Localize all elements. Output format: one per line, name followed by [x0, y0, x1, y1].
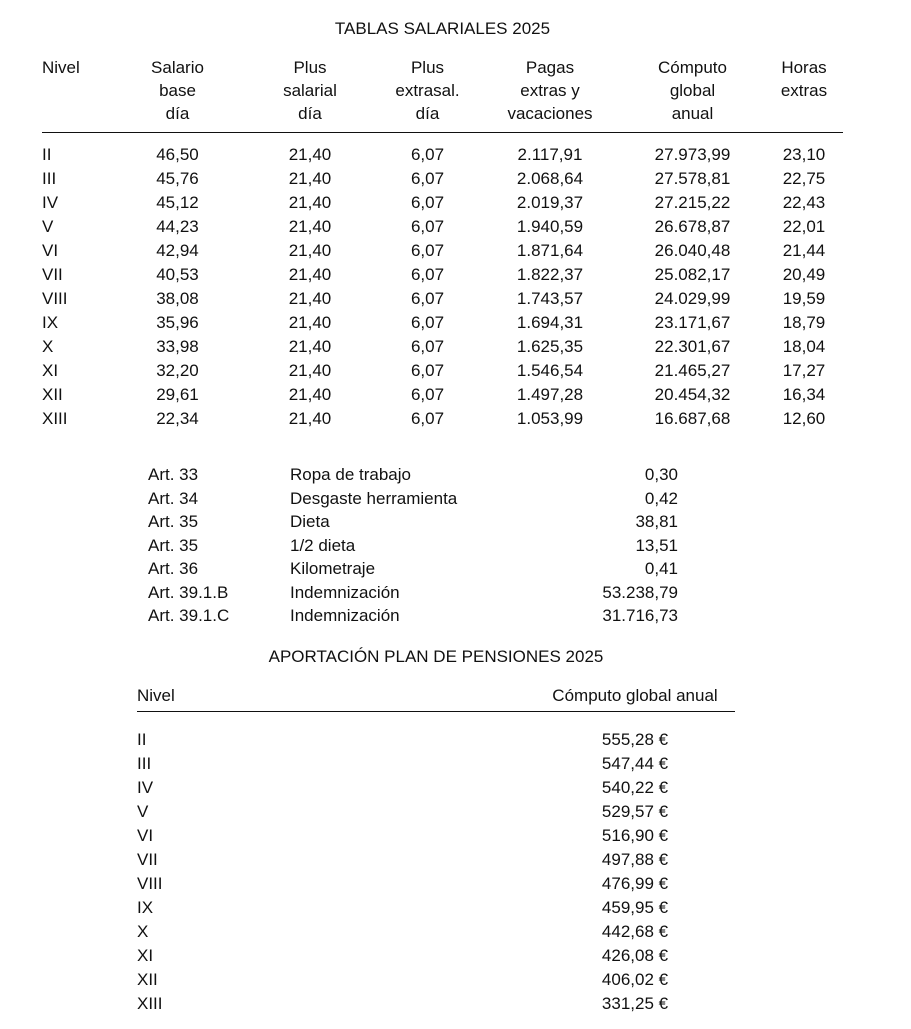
cell-plus-extrasalarial-dia: 6,07 — [410, 385, 445, 404]
allowance-article: Art. 33 — [148, 465, 199, 484]
salary-table-row — [42, 167, 843, 191]
cell-computo-global-anual: 27.578,81 — [654, 169, 731, 188]
cell-salario-base-dia: 29,61 — [156, 385, 199, 404]
salary-table-row — [42, 335, 843, 359]
salary-table-row — [42, 239, 843, 263]
cell-salario-base-dia: 35,96 — [156, 313, 199, 332]
pension-col-header-nivel: Nivel — [137, 684, 535, 712]
pension-cell-amount: 331,25 € — [601, 994, 669, 1013]
cell-nivel: X — [42, 337, 54, 356]
pension-cell-nivel: X — [137, 922, 149, 941]
allowance-concept: 1/2 dieta — [290, 535, 356, 555]
allowance-amount: 0,30 — [644, 465, 678, 484]
pension-table-row — [137, 752, 735, 776]
pension-table-row — [137, 944, 735, 968]
cell-plus-extrasalarial-dia: 6,07 — [410, 169, 445, 188]
cell-computo-global-anual: 26.040,48 — [654, 241, 731, 260]
pension-cell-nivel: VII — [137, 850, 158, 869]
cell-plus-salarial-dia: 21,40 — [288, 337, 332, 356]
cell-horas-extras: 19,59 — [782, 289, 826, 308]
pension-cell-nivel: VIII — [137, 874, 163, 893]
cell-plus-salarial-dia: 21,40 — [288, 361, 332, 380]
pension-table-row — [137, 824, 735, 848]
allowance-concept: Indemnización — [290, 582, 400, 602]
cell-pagas-extras-vacaciones: 1.053,99 — [516, 409, 584, 428]
allowance-row — [148, 604, 678, 628]
allowance-row — [148, 534, 678, 558]
cell-plus-salarial-dia: 21,40 — [288, 409, 332, 428]
cell-nivel: III — [42, 169, 57, 188]
cell-computo-global-anual: 20.454,32 — [654, 385, 731, 404]
col-header-computo-global-anual: Cómputo global anual — [620, 56, 765, 133]
cell-nivel: VIII — [42, 289, 68, 308]
cell-salario-base-dia: 38,08 — [156, 289, 199, 308]
salary-table-header — [42, 56, 843, 133]
allowance-amount: 0,41 — [644, 559, 678, 578]
pension-table-row — [137, 872, 735, 896]
cell-pagas-extras-vacaciones: 2.068,64 — [516, 169, 584, 188]
pension-cell-amount: 529,57 € — [601, 802, 669, 821]
allowances-table — [148, 463, 678, 628]
cell-plus-salarial-dia: 21,40 — [288, 241, 332, 260]
pension-cell-amount: 497,88 € — [601, 850, 669, 869]
pension-table-row — [137, 920, 735, 944]
allowance-article: Art. 39.1.B — [148, 582, 229, 602]
allowance-row — [148, 487, 678, 511]
pension-section-title: APORTACIÓN PLAN DE PENSIONES 2025 — [268, 647, 604, 666]
cell-pagas-extras-vacaciones: 2.117,91 — [517, 145, 583, 164]
cell-plus-extrasalarial-dia: 6,07 — [410, 145, 445, 164]
cell-salario-base-dia: 33,98 — [156, 337, 199, 356]
pension-cell-nivel: VI — [137, 826, 154, 845]
cell-horas-extras: 16,34 — [782, 385, 826, 404]
pension-cell-amount: 406,02 € — [601, 970, 669, 989]
allowance-concept: Desgaste herramienta — [290, 488, 458, 508]
allowance-amount: 53.238,79 — [602, 582, 678, 602]
pension-cell-amount: 442,68 € — [601, 922, 669, 941]
cell-nivel: XIII — [42, 409, 68, 428]
pension-cell-amount: 426,08 € — [601, 946, 669, 965]
cell-computo-global-anual: 22.301,67 — [654, 337, 731, 356]
cell-plus-salarial-dia: 21,40 — [288, 217, 332, 236]
salary-table-row — [42, 383, 843, 407]
cell-computo-global-anual: 25.082,17 — [654, 265, 731, 284]
cell-horas-extras: 23,10 — [782, 145, 826, 164]
pension-cell-nivel: II — [137, 730, 147, 749]
cell-plus-extrasalarial-dia: 6,07 — [410, 313, 445, 332]
cell-plus-extrasalarial-dia: 6,07 — [410, 241, 445, 260]
allowance-row — [148, 581, 678, 605]
pension-cell-nivel: IX — [137, 898, 154, 917]
cell-computo-global-anual: 24.029,99 — [654, 289, 731, 308]
pension-cell-nivel: V — [137, 802, 149, 821]
allowance-concept: Indemnización — [290, 606, 400, 625]
col-header-plus-salarial-dia: Plus salarial día — [245, 56, 375, 133]
pension-table-row — [137, 712, 735, 753]
cell-salario-base-dia: 45,76 — [156, 169, 199, 188]
salary-table-row — [42, 215, 843, 239]
cell-pagas-extras-vacaciones: 1.497,28 — [516, 385, 584, 404]
pension-table-row — [137, 968, 735, 992]
cell-horas-extras: 18,79 — [782, 313, 826, 332]
pension-table — [137, 684, 735, 1016]
cell-computo-global-anual: 27.973,99 — [654, 145, 731, 164]
cell-horas-extras: 18,04 — [782, 337, 826, 356]
pension-cell-amount: 476,99 € — [601, 874, 669, 893]
cell-plus-salarial-dia: 21,40 — [288, 313, 332, 332]
cell-plus-extrasalarial-dia: 6,07 — [410, 193, 445, 212]
pension-table-header — [137, 684, 735, 712]
pension-col-header-computo-global-anual: Cómputo global anual — [535, 684, 735, 712]
cell-plus-extrasalarial-dia: 6,07 — [410, 217, 445, 236]
allowance-row — [148, 463, 678, 487]
salary-table-row — [42, 311, 843, 335]
cell-computo-global-anual: 16.687,68 — [654, 409, 731, 428]
cell-horas-extras: 22,43 — [782, 193, 826, 212]
pension-cell-nivel: III — [137, 754, 152, 773]
cell-salario-base-dia: 32,20 — [156, 361, 199, 380]
pension-table-row — [137, 896, 735, 920]
cell-nivel: XII — [42, 385, 63, 404]
pension-cell-amount: 540,22 € — [601, 778, 669, 797]
cell-salario-base-dia: 22,34 — [156, 409, 199, 428]
cell-computo-global-anual: 23.171,67 — [654, 313, 731, 332]
pension-table-row — [137, 776, 735, 800]
cell-computo-global-anual: 27.215,22 — [654, 193, 731, 212]
salary-table-row — [42, 359, 843, 383]
allowance-article: Art. 34 — [148, 488, 199, 508]
allowance-article: Art. 35 — [148, 535, 199, 555]
cell-nivel: VII — [42, 265, 63, 284]
salary-table-row — [42, 133, 843, 168]
cell-nivel: IX — [42, 313, 59, 332]
pension-cell-amount: 555,28 € — [601, 730, 669, 749]
cell-pagas-extras-vacaciones: 1.694,31 — [516, 313, 584, 332]
allowance-concept: Dieta — [290, 512, 330, 531]
cell-pagas-extras-vacaciones: 2.019,37 — [516, 193, 584, 212]
allowance-amount: 38,81 — [635, 512, 678, 531]
cell-pagas-extras-vacaciones: 1.822,37 — [516, 265, 584, 284]
cell-salario-base-dia: 46,50 — [156, 145, 199, 164]
cell-horas-extras: 17,27 — [782, 361, 826, 380]
allowance-amount: 13,51 — [635, 535, 678, 555]
cell-salario-base-dia: 44,23 — [156, 217, 199, 236]
pension-cell-nivel: XIII — [137, 994, 163, 1013]
cell-horas-extras: 21,44 — [782, 241, 826, 260]
allowance-article: Art. 39.1.C — [148, 606, 230, 625]
allowance-amount: 31.716,73 — [602, 606, 678, 625]
cell-nivel: V — [42, 217, 54, 236]
col-header-pagas-extras-vacaciones: Pagas extras y vacaciones — [480, 56, 620, 133]
cell-nivel: II — [42, 145, 52, 164]
col-header-salario-base-dia: Salario base día — [110, 56, 245, 133]
cell-plus-extrasalarial-dia: 6,07 — [410, 265, 445, 284]
pension-cell-amount: 516,90 € — [601, 826, 669, 845]
salary-table — [42, 56, 843, 431]
cell-plus-extrasalarial-dia: 6,07 — [410, 361, 445, 380]
cell-pagas-extras-vacaciones: 1.546,54 — [516, 361, 584, 380]
pension-cell-amount: 459,95 € — [601, 898, 669, 917]
cell-salario-base-dia: 45,12 — [156, 193, 199, 212]
cell-plus-salarial-dia: 21,40 — [288, 289, 332, 308]
cell-plus-salarial-dia: 21,40 — [288, 193, 332, 212]
cell-horas-extras: 12,60 — [782, 409, 826, 428]
salary-section-title: TABLAS SALARIALES 2025 — [334, 19, 551, 38]
cell-computo-global-anual: 26.678,87 — [654, 217, 731, 236]
cell-plus-salarial-dia: 21,40 — [288, 385, 332, 404]
pension-table-row — [137, 848, 735, 872]
allowance-concept: Kilometraje — [290, 559, 376, 578]
cell-nivel: VI — [42, 241, 59, 260]
cell-pagas-extras-vacaciones: 1.871,64 — [516, 241, 584, 260]
pension-table-row — [137, 992, 735, 1016]
col-header-plus-extrasalarial-dia: Plus extrasal. día — [375, 56, 480, 133]
cell-computo-global-anual: 21.465,27 — [654, 361, 731, 380]
cell-nivel: XI — [42, 361, 59, 380]
cell-horas-extras: 22,75 — [782, 169, 826, 188]
cell-nivel: IV — [42, 193, 59, 212]
pension-table-row — [137, 800, 735, 824]
pension-cell-amount: 547,44 € — [601, 754, 669, 773]
salary-table-row — [42, 191, 843, 215]
cell-plus-salarial-dia: 21,40 — [288, 265, 332, 284]
allowance-concept: Ropa de trabajo — [290, 465, 411, 484]
salary-table-row — [42, 263, 843, 287]
cell-salario-base-dia: 40,53 — [156, 265, 199, 284]
cell-plus-salarial-dia: 21,40 — [288, 145, 332, 164]
cell-pagas-extras-vacaciones: 1.625,35 — [516, 337, 584, 356]
col-header-nivel: Nivel — [42, 56, 110, 133]
allowance-article: Art. 36 — [148, 559, 199, 578]
cell-plus-extrasalarial-dia: 6,07 — [410, 409, 445, 428]
salary-table-row — [42, 407, 843, 431]
allowance-row — [148, 510, 678, 534]
allowance-amount: 0,42 — [644, 488, 678, 508]
cell-plus-extrasalarial-dia: 6,07 — [410, 337, 445, 356]
pension-cell-nivel: IV — [137, 778, 154, 797]
allowance-row — [148, 557, 678, 581]
salary-table-row — [42, 287, 843, 311]
pension-cell-nivel: XI — [137, 946, 154, 965]
pension-cell-nivel: XII — [137, 970, 158, 989]
col-header-horas-extras: Horas extras — [765, 56, 843, 133]
cell-salario-base-dia: 42,94 — [156, 241, 199, 260]
cell-plus-salarial-dia: 21,40 — [288, 169, 332, 188]
cell-pagas-extras-vacaciones: 1.743,57 — [516, 289, 584, 308]
cell-plus-extrasalarial-dia: 6,07 — [410, 289, 445, 308]
cell-horas-extras: 22,01 — [782, 217, 826, 236]
cell-horas-extras: 20,49 — [782, 265, 826, 284]
allowance-article: Art. 35 — [148, 512, 199, 531]
cell-pagas-extras-vacaciones: 1.940,59 — [516, 217, 584, 236]
